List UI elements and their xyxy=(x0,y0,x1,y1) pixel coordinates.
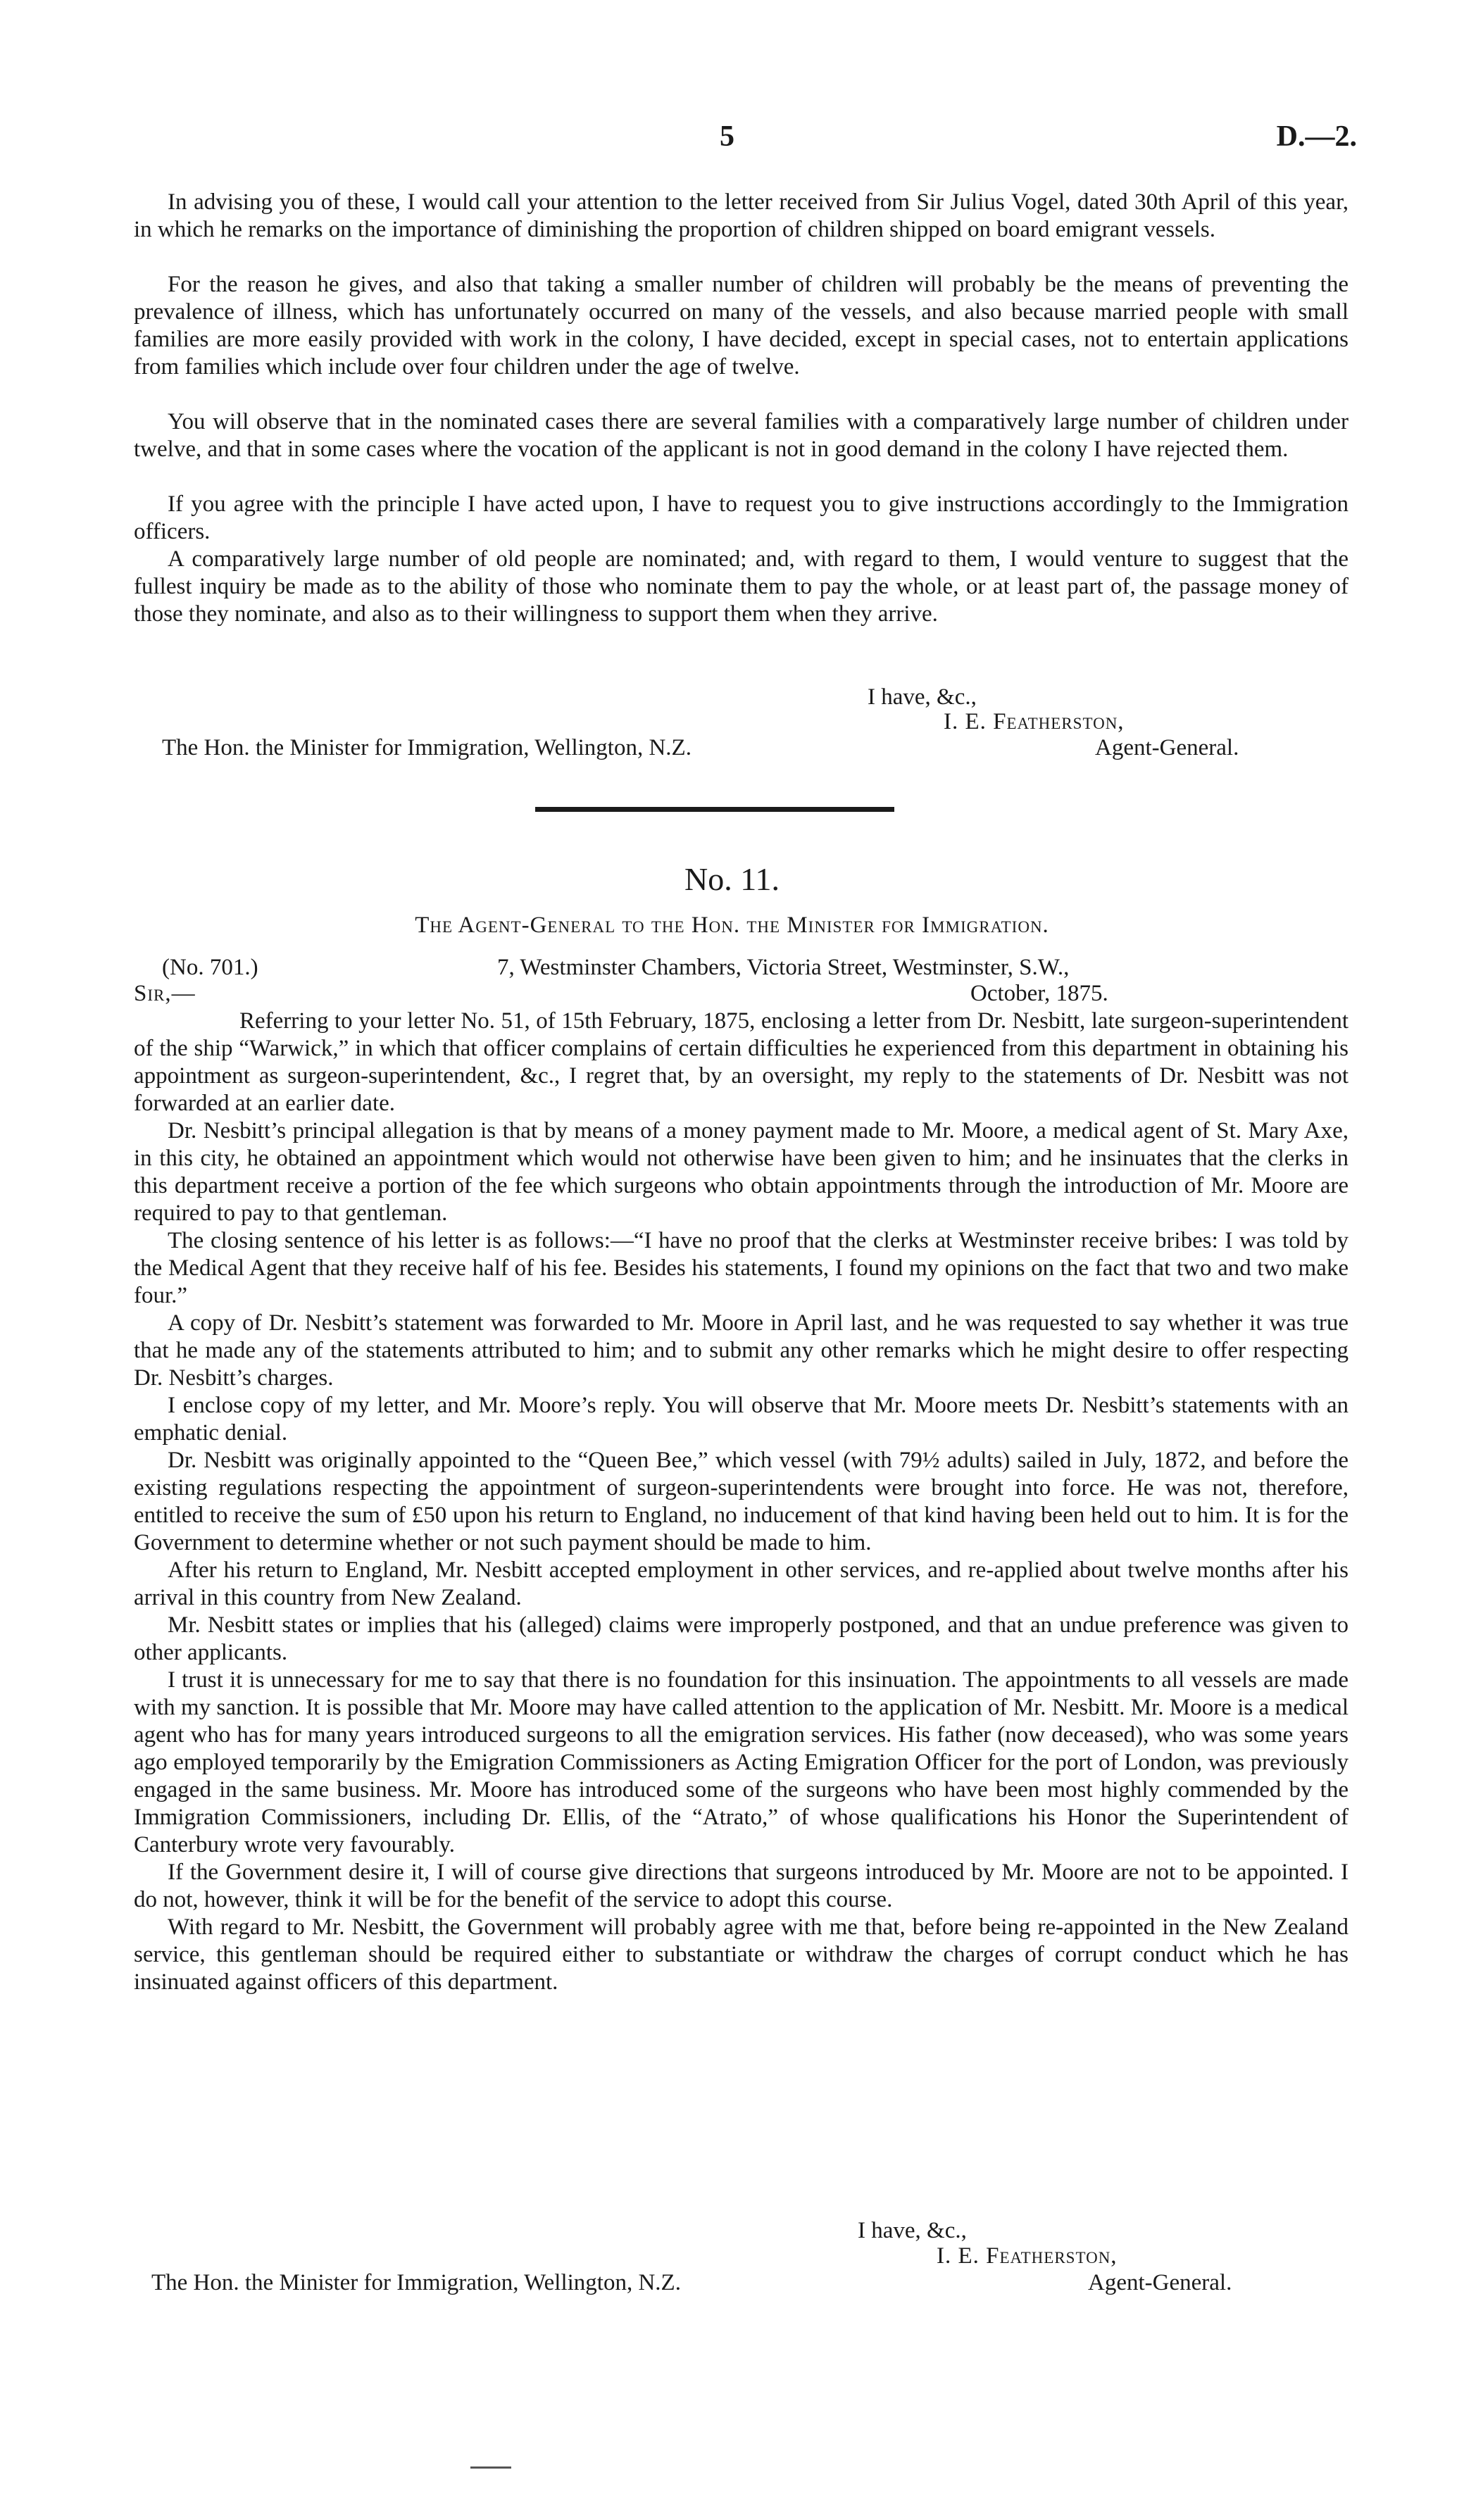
top-paragraph-2: For the reason he gives, and also that taking a smaller number of children will probably be the means of preventing the prevalence of illness, which has unfortunately occurred on many of the vessels, and also because married people with small families are more easily provided with work in the colony, I have decided, except in special cases, not to entertain applications from families which include over four children under the age of twelve. xyxy=(134,272,1349,380)
letter-signatory: I. E. Featherston, xyxy=(937,2243,1118,2269)
letter-paragraph-1: Referring to your letter No. 51, of 15th February, 1875, enclosing a letter from Dr. Nesbitt, late surgeon-superintendent of the ship “Warwick,” in which that officer complains of certain difficulties he experienced from this department in obtaining his appointment as surgeon-superintendent, &c., I regret that, by an oversight, my reply to the statements of Dr. Nesbitt was not forwarded at an earlier date. xyxy=(134,1008,1349,1116)
letter-paragraph-11: With regard to Mr. Nesbitt, the Government will probably agree with me that, before being re-appointed in the New Zealand service, this gentleman should be required either to substantiate or withdraw the charges of corrupt conduct which he has insinuated against officers of this department. xyxy=(134,1914,1349,1995)
letter-from-to: The Agent-General to the Hon. the Minister for Immigration. xyxy=(415,913,1049,938)
top-paragraph-4: If you agree with the principle I have acted upon, I have to request you to give instructions accordingly to the Immigration officers. xyxy=(134,491,1349,544)
letter-title: Agent-General. xyxy=(1088,2270,1232,2295)
top-addressee: The Hon. the Minister for Immigration, Wellington, N.Z. xyxy=(162,735,692,760)
letter-paragraph-6: Dr. Nesbitt was originally appointed to the “Queen Bee,” which vessel (with 79½ adults) sailed in July, 1872, and before the existing regulations respecting the appointment of surgeon-superintendents were brought into force. He was not, therefore, entitled to receive the sum of £50 upon his return to England, no inducement of that kind having been held out to him. It is for the Government to determine whether or not such payment should be made to him. xyxy=(134,1448,1349,1555)
letter-paragraph-4: A copy of Dr. Nesbitt’s statement was forwarded to Mr. Moore in April last, and he was requested to say whether it was true that he made any of the statements attributed to him; and to submit any other remarks which he might desire to offer respecting Dr. Nesbitt’s charges. xyxy=(134,1310,1349,1391)
letter-paragraph-5: I enclose copy of my letter, and Mr. Moore’s reply. You will observe that Mr. Moore meets Dr. Nesbitt’s statements with an emphatic denial. xyxy=(134,1393,1349,1446)
top-paragraph-1: In advising you of these, I would call your attention to the letter received from Sir Julius Vogel, dated 30th April of this year, in which he remarks on the importance of diminishing the proportion of children shipped on board emigrant vessels. xyxy=(134,189,1349,242)
letter-paragraph-9: I trust it is unnecessary for me to say that there is no foundation for this insinuation. The appointments to all vessels are made with my sanction. It is possible that Mr. Moore may have called attention to the application of Mr. Nesbitt. Mr. Moore is a medical agent who has for many years introduced surgeons to all the emigration services. His father (now deceased), who was some years ago employed temporarily by the Emigration Commissioners as Acting Emigration Officer for the port of London, was previously engaged in the same business. Mr. Moore has introduced some of the surgeons who have been most highly commended by the Immigration Commissioners, including Dr. Ellis, of the “Atrato,” of whose qualifications his Honor the Superintendent of Canterbury wrote very favourably. xyxy=(134,1667,1349,1857)
document-reference: D.—2. xyxy=(1276,120,1357,153)
section-divider xyxy=(535,807,894,812)
letter-ref-no: (No. 701.) xyxy=(162,955,258,980)
top-signatory: I. E. Featherston, xyxy=(944,709,1125,734)
letter-date: October, 1875. xyxy=(970,981,1108,1006)
top-paragraph-3: You will observe that in the nominated cases there are several families with a comparatively large number of children under twelve, and that in some cases where the vocation of the applicant is not in good demand in the colony I have rejected them. xyxy=(134,409,1349,462)
letter-number-heading: No. 11. xyxy=(684,861,780,897)
letter-11-body xyxy=(134,1008,1349,1996)
letter-paragraph-3: The closing sentence of his letter is as follows:—“I have no proof that the clerks at Westminster receive bribes: I was told by the Medical Agent that they receive half of his fee. Besides his statements, I found my opinions on the fact that two and two make four.” xyxy=(134,1228,1349,1308)
letter-addressee: The Hon. the Minister for Immigration, Wellington, N.Z. xyxy=(151,2270,681,2295)
letter-paragraph-2: Dr. Nesbitt’s principal allegation is that by means of a money payment made to Mr. Moore, a medical agent of St. Mary Axe, in this city, he obtained an appointment which would not otherwise have been given to him; and he insinuates that the clerks in this department receive a portion of the fee which surgeons who obtain appointments through the introduction of Mr. Moore are required to pay to that gentleman. xyxy=(134,1118,1349,1226)
footer-rule xyxy=(470,2466,511,2469)
letter-paragraph-7: After his return to England, Mr. Nesbitt accepted employment in other services, and re-applied about twelve months after his arrival in this country from New Zealand. xyxy=(134,1557,1349,1610)
letter-paragraph-8: Mr. Nesbitt states or implies that his (alleged) claims were improperly postponed, and that an undue preference was given to other applicants. xyxy=(134,1612,1349,1665)
top-paragraph-5: A comparatively large number of old people are nominated; and, with regard to them, I would venture to suggest that the fullest inquiry be made as to the ability of those who nominate them to pay the whole, or at least part of, the passage money of those they nominate, and also as to their willingness to support them when they arrive. xyxy=(134,546,1349,627)
letter-closing: I have, &c., xyxy=(858,2218,967,2243)
letter-salutation: Sir,— xyxy=(134,981,196,1006)
top-closing: I have, &c., xyxy=(868,684,977,710)
letter-address: 7, Westminster Chambers, Victoria Street, Westminster, S.W., xyxy=(497,955,1070,980)
top-title: Agent-General. xyxy=(1095,735,1239,760)
page-number: 5 xyxy=(720,120,734,153)
page-header xyxy=(0,120,1464,162)
letter-paragraph-10: If the Government desire it, I will of course give directions that surgeons introduced by Mr. Moore are not to be appointed. I do not, however, think it will be for the benefit of the service to adopt this course. xyxy=(134,1860,1349,1912)
